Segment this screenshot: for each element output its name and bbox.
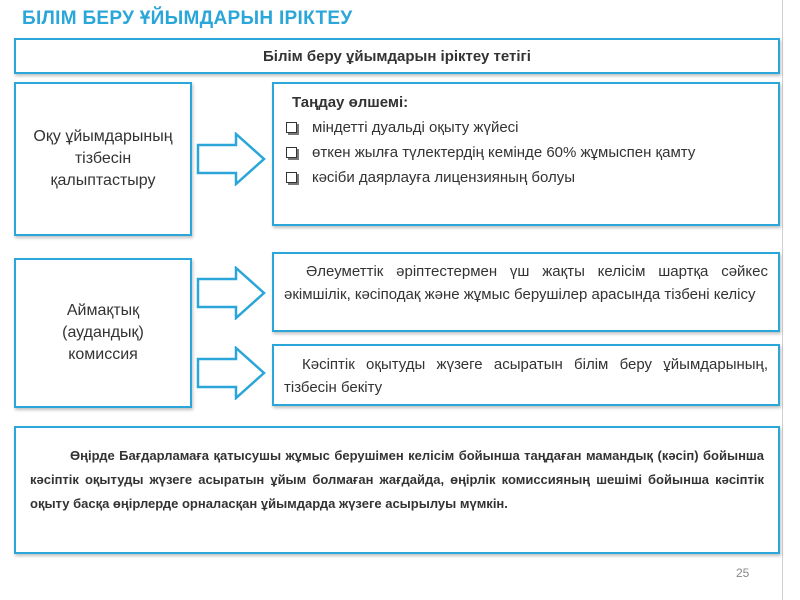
criteria-item-text: кәсіби даярлауға лицензияның болуы [312,169,576,186]
regional-commission-label: Аймақтық (аудандық) комиссия [62,302,144,363]
criteria-list [282,117,766,189]
list-approval-box: Кәсіптік оқытуды жүзеге асыратын білім беру ұйымдарының, тізбесін бекіту [272,344,780,406]
mechanism-header: Білім беру ұйымдарын іріктеу тетігі [14,38,780,74]
list-formation-label: Оқу ұйымдарының тізбесін қалыптастыру [33,128,173,189]
tripartite-agreement-box: Әлеуметтік әріптестермен үш жақты келісім шартқа сәйкес әкімшілік, кәсіподақ және жұмыс берушілер арасында тізбені келісу [272,252,780,332]
criteria-item [282,142,766,164]
criteria-item [282,117,766,139]
selection-criteria-box [272,82,780,226]
list-formation-box [14,82,192,236]
checkbox-bullet-icon [286,147,297,158]
slide-title: БІЛІМ БЕРУ ҰЙЫМДАРЫН ІРІКТЕУ [22,8,353,29]
criteria-title: Таңдау өлшемі: [292,94,409,111]
bottom-note-box: Өңірде Бағдарламаға қатысушы жұмыс берушімен келісім бойынша таңдаған мамандық (кәсіп) бойынша кәсіптік оқытуды жүзеге асыратын ұйым болмаған жағдайда, өңірлік комиссияның шешімі бойынша кәсіптік оқыту басқа өңірлерде орналасқан ұйымдарда жүзеге асырылуы мүмкін. [14,426,780,554]
arrow-right-icon [196,132,268,186]
arrow-right-icon [196,346,268,400]
slide-edge-line [782,0,783,600]
criteria-item-text: өткен жылға түлектердің кемінде 60% жұмыспен қамту [312,144,696,161]
page-number: 25 [736,566,750,580]
criteria-item [282,167,766,189]
arrow-right-icon [196,266,268,320]
regional-commission-box [14,258,192,408]
checkbox-bullet-icon [286,122,297,133]
checkbox-bullet-icon [286,172,297,183]
criteria-item-text: міндетті дуальді оқыту жүйесі [312,119,519,136]
